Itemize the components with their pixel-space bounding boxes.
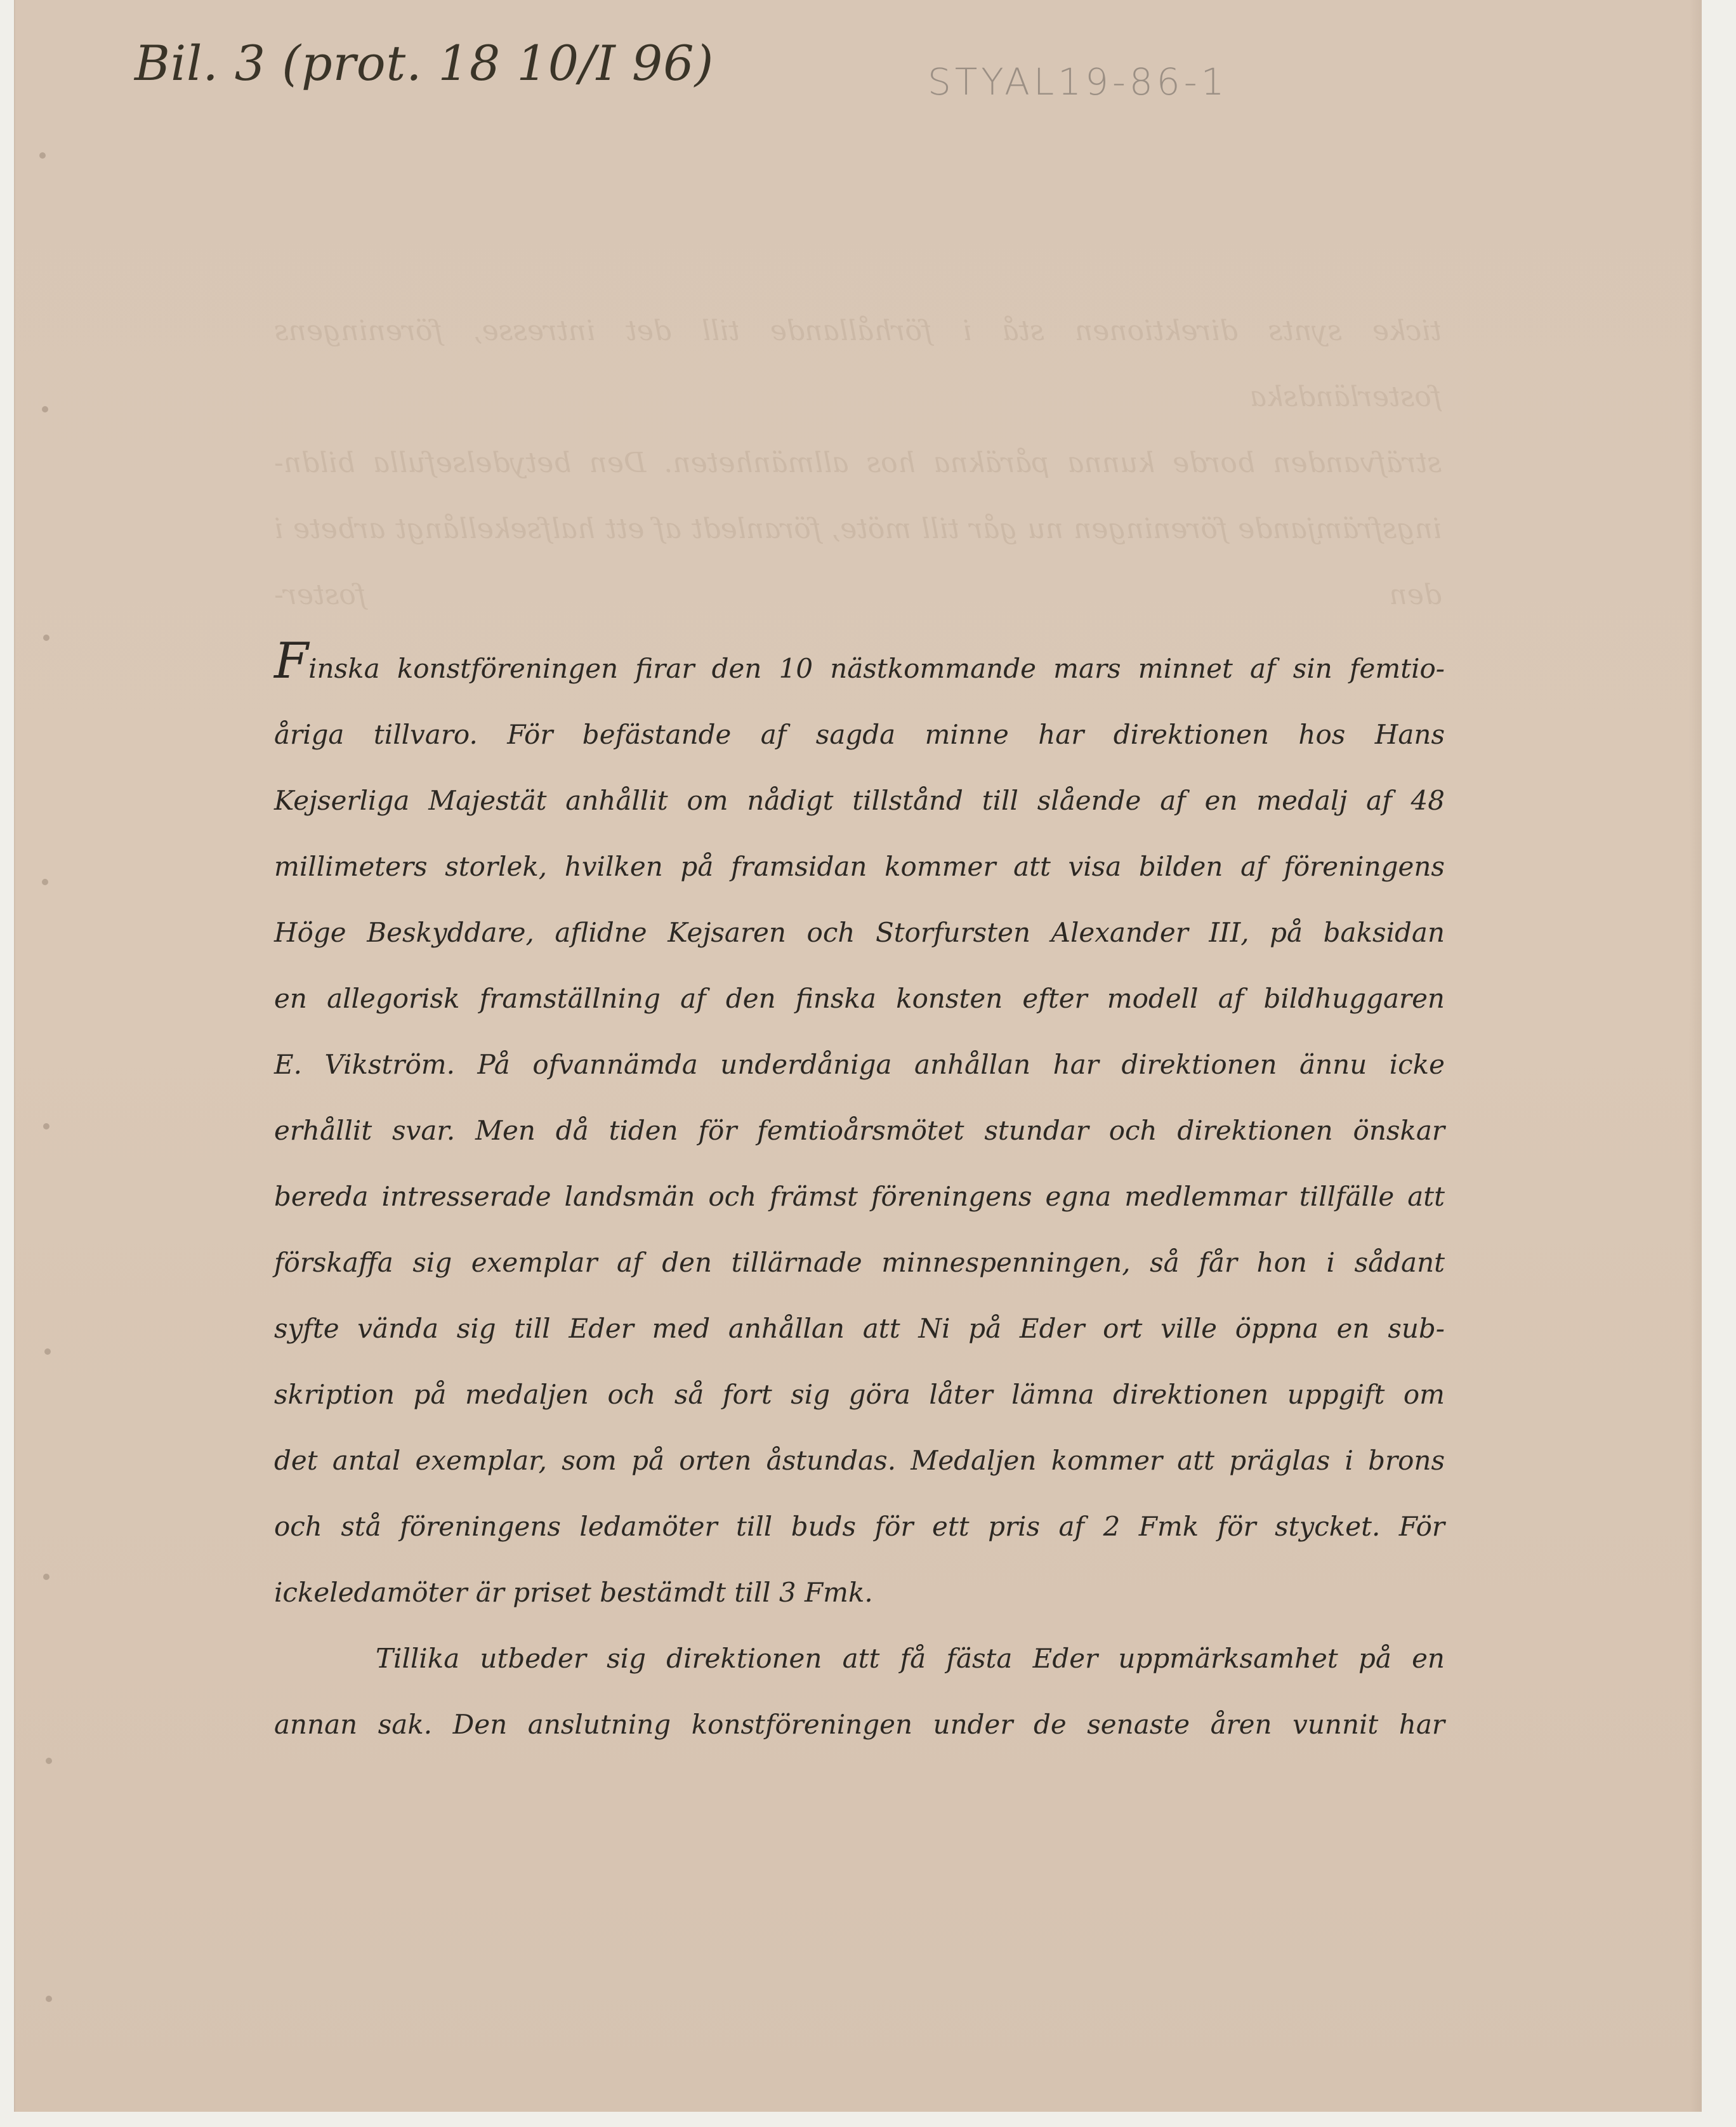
line-text: det antal exemplar, som på orten åstundas. Medaljen kommer att präglas i brons: [274, 1445, 1445, 1476]
line-text: Kejserliga Majestät anhållit om nådigt tillstånd till slående af en medalj af 48: [274, 785, 1445, 816]
line-text: syfte vända sig till Eder med anhållan att Ni på Eder ort ville öppna en sub-: [274, 1313, 1445, 1344]
text-line: [274, 768, 1445, 834]
binding-hole-mark: [43, 1123, 49, 1129]
binding-hole-mark: [42, 879, 48, 885]
handwritten-reference: Bil. 3 (prot. 18 10/I 96): [135, 35, 714, 91]
text-line: [274, 1494, 1445, 1560]
text-line: [274, 834, 1445, 900]
binding-hole-mark: [43, 1574, 49, 1580]
letter-body: [274, 633, 1445, 1758]
text-line: [274, 1362, 1445, 1428]
line-text: inska konstföreningen firar den 10 nästkommande mars minnet af sin femtio-: [308, 653, 1445, 684]
text-line: [274, 1296, 1445, 1362]
line-text: och stå föreningens ledamöter till buds för ett pris af 2 Fmk för stycket. För: [274, 1511, 1445, 1542]
show-through-text: ticke synts direktionen stå i förhållande till det intresse, föreningens fosterländska sträfvanden borde kunna påräkna hos allmänheten. Den betydelsefulla bildn- ingsfrämjande föreningen nu går till möte, föranledt af ett halfsekellångt arbete i den foster-: [274, 315, 1442, 611]
page-edge-shadow: [1689, 0, 1702, 2112]
binding-hole-mark: [44, 1348, 51, 1355]
line-text: millimeters storlek, hvilken på framsidan kommer att visa bilden af föreningens: [274, 851, 1445, 882]
document-page: [14, 0, 1702, 2112]
line-text: förskaffa sig exemplar af den tillärnade minnespenningen, så får hon i sådant: [274, 1247, 1445, 1278]
line-text: E. Vikström. På ofvannämda underdåniga anhållan har direktionen ännu icke: [274, 1049, 1445, 1080]
text-line: [274, 900, 1445, 966]
line-text: bereda intresserade landsmän och främst föreningens egna medlemmar tillfälle att: [274, 1181, 1445, 1212]
text-line: [274, 1692, 1445, 1758]
text-line: [274, 1560, 1445, 1626]
text-line: [274, 1032, 1445, 1098]
text-line: [274, 1230, 1445, 1296]
binding-hole-mark: [42, 406, 48, 412]
binding-hole-mark: [39, 152, 46, 159]
line-text: skription på medaljen och så fort sig göra låter lämna direktionen uppgift om: [274, 1379, 1445, 1410]
line-text: en allegorisk framställning af den finska konsten efter modell af bildhuggaren: [274, 983, 1445, 1014]
text-line: [274, 1626, 1445, 1692]
line-text: erhållit svar. Men då tiden för femtioårsmötet stundar och direktionen önskar: [274, 1115, 1445, 1146]
archive-stamp-code: STYAL19-86-1: [928, 60, 1228, 103]
line-text: åriga tillvaro. För befästande af sagda minne har direktionen hos Hans: [274, 719, 1445, 750]
binding-hole-mark: [43, 635, 49, 641]
binding-hole-mark: [46, 1996, 52, 2002]
line-text: Höge Beskyddare, aflidne Kejsaren och Storfursten Alexander III, på baksidan: [274, 917, 1445, 948]
initial-letter: F: [274, 633, 309, 690]
text-line: [274, 1164, 1445, 1230]
text-line: [274, 1428, 1445, 1494]
text-line: [274, 633, 1445, 702]
line-text: annan sak. Den anslutning konstföreningen under de senaste åren vunnit har: [274, 1709, 1445, 1740]
text-line: [274, 966, 1445, 1032]
binding-hole-mark: [46, 1758, 52, 1764]
text-line: [274, 1098, 1445, 1164]
line-text: ickeledamöter är priset bestämdt till 3 Fmk.: [274, 1577, 873, 1608]
text-line: [274, 702, 1445, 768]
line-text: Tillika utbeder sig direktionen att få fästa Eder uppmärksamhet på en: [376, 1643, 1445, 1674]
